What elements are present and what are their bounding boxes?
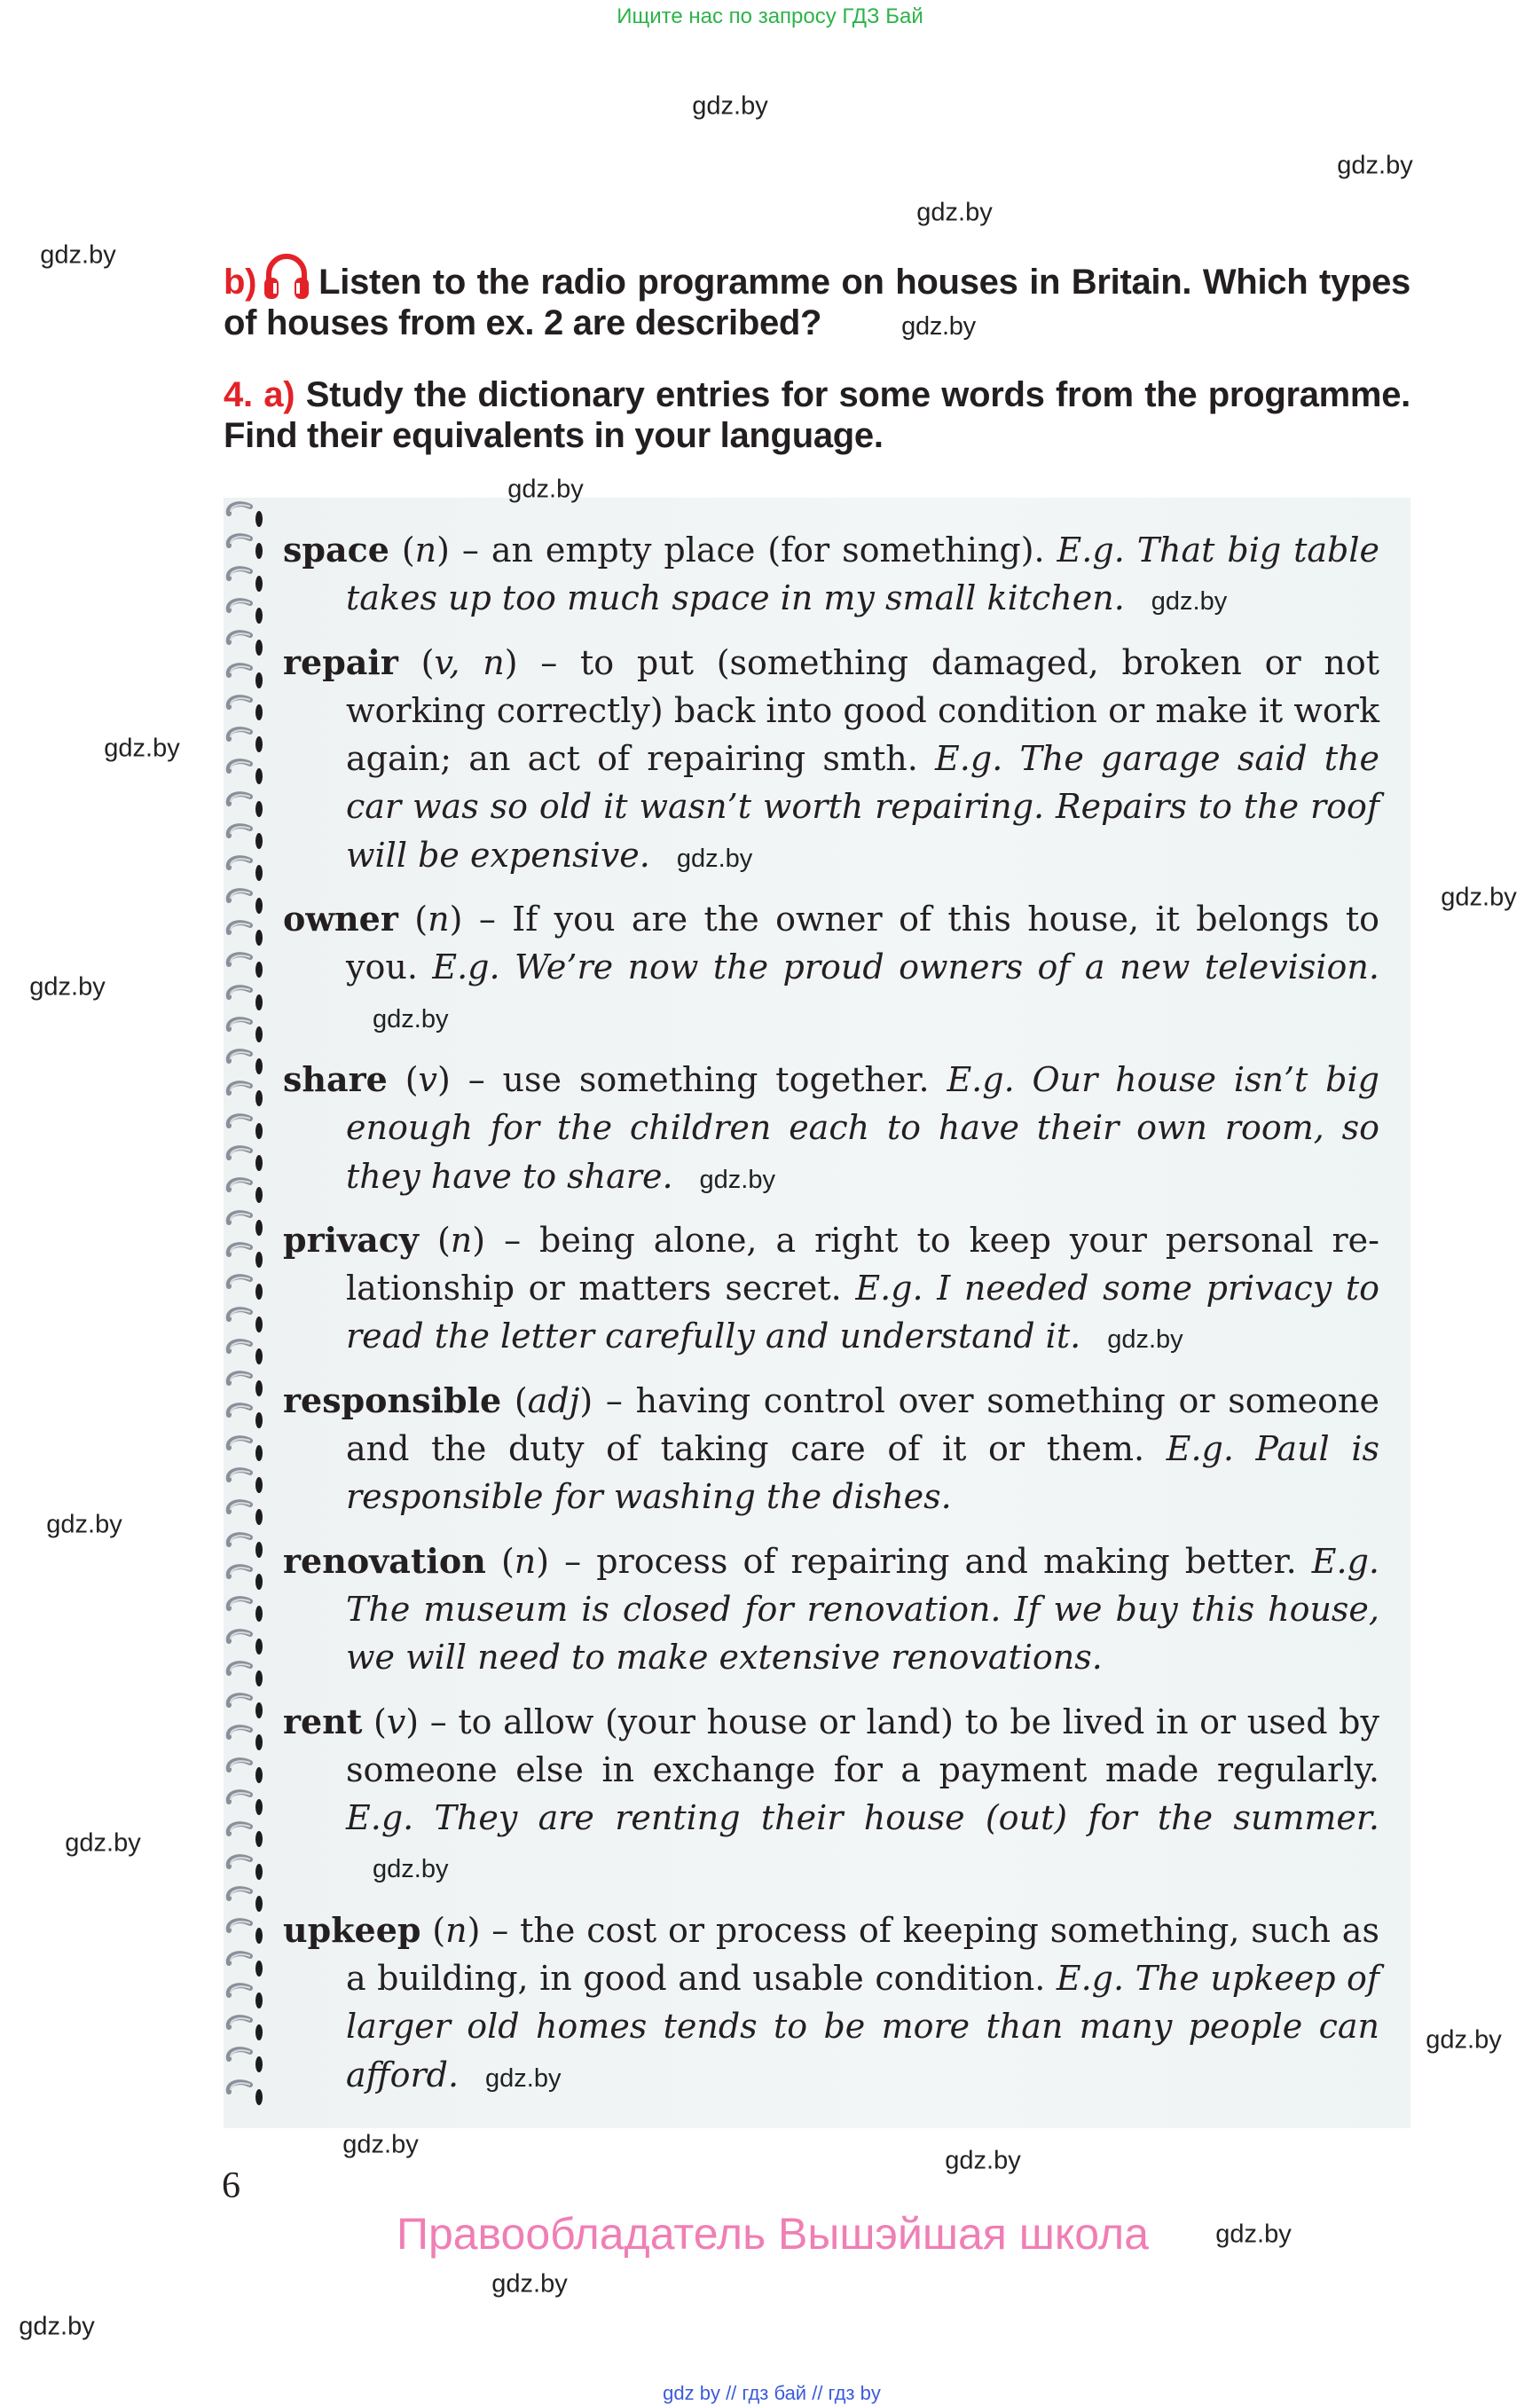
- watermark: gdz.by: [342, 2130, 419, 2159]
- spiral-ring: [224, 1499, 268, 1529]
- headword: privacy: [283, 1219, 419, 1260]
- part-of-speech: ( v, n ): [421, 643, 518, 682]
- spiral-ring: [224, 1307, 268, 1337]
- dictionary-entry: [283, 1056, 1379, 1200]
- watermark: gdz.by: [1151, 587, 1228, 617]
- spiral-ring: [224, 920, 268, 950]
- spiral-ring: [224, 1403, 268, 1433]
- part-of-speech: ( adj ): [515, 1381, 593, 1420]
- watermark: gdz.by: [901, 312, 976, 341]
- spiral-ring: [224, 855, 268, 885]
- part-of-speech: ( v ): [373, 1702, 419, 1741]
- spiral-ring: [224, 1661, 268, 1691]
- watermark: gdz.by: [916, 198, 993, 227]
- spiral-ring: [224, 952, 268, 982]
- bottom-links[interactable]: gdz by // гдз бай // гдз by: [663, 2382, 881, 2404]
- headword: repair: [283, 641, 398, 682]
- copyright-notice: Правообладатель Вышэйшая школа: [397, 2209, 1149, 2259]
- watermark: gdz.by: [373, 1855, 449, 1884]
- spiral-ring: [224, 2047, 268, 2077]
- watermark: gdz.by: [485, 2063, 562, 2093]
- dictionary-entry: [283, 1216, 1379, 1361]
- watermark: gdz.by: [65, 1828, 141, 1858]
- spiral-ring: [224, 598, 268, 628]
- watermark: gdz.by: [507, 475, 584, 504]
- example: E.g. The museum is closed for renovation. If we buy this house, we will need to make extensive renovations.: [346, 1541, 1379, 1678]
- example: E.g. Paul is responsible for washing the dishes.: [346, 1429, 1379, 1517]
- spiral-ring: [224, 1789, 268, 1819]
- spiral-ring: [224, 727, 268, 757]
- spiral-ring: [224, 1918, 268, 1948]
- spiral-ring: [224, 1532, 268, 1562]
- watermark: gdz.by: [1337, 151, 1413, 180]
- task-b: [224, 249, 1410, 343]
- task-b-label: b): [224, 263, 257, 302]
- part-of-speech: ( n ): [501, 1542, 549, 1581]
- part-of-speech: ( n ): [432, 1911, 480, 1950]
- part-of-speech: ( n ): [414, 900, 462, 939]
- definition: – process of repairing and making better.: [564, 1541, 1297, 1581]
- definition: – If you are the owner of this house, it belongs to you.: [346, 900, 1379, 987]
- example: E.g. Our house isn’t big enough for the children each to have their own room, so they have to share.: [346, 1059, 1379, 1196]
- definition: – the cost or process of keeping something, such as a building, in good and usable condition.: [346, 1910, 1379, 1999]
- watermark: gdz.by: [40, 240, 116, 270]
- headword: space: [283, 530, 389, 570]
- watermark: gdz.by: [1107, 1325, 1183, 1355]
- example: E.g. The garage said the car was so old it wasn’t worth repairing. Repairs to the roof will be expensive.: [346, 739, 1379, 875]
- definition: – to allow (your house or land) to be lived in or used by someone else in exchange for a payment made regularly.: [346, 1702, 1379, 1789]
- dictionary-entry: [283, 639, 1379, 879]
- task-b-text: Listen to the radio programme on houses in Britain. Which types of houses from ex. 2 are described?: [224, 263, 1410, 342]
- example: E.g. The upkeep of larger old homes tends to be more than many people can afford.: [346, 1959, 1379, 2095]
- spiral-ring: [224, 1371, 268, 1401]
- spiral-ring: [224, 630, 268, 660]
- spiral-ring: [224, 791, 268, 821]
- dictionary-entry: [283, 526, 1379, 623]
- spiral-binding: [224, 498, 268, 2128]
- watermark: gdz.by: [373, 1004, 449, 1034]
- watermark: gdz.by: [692, 91, 768, 121]
- spiral-ring: [224, 985, 268, 1015]
- dictionary-entries: [283, 526, 1379, 2115]
- spiral-ring: [224, 501, 268, 531]
- spiral-ring: [224, 1435, 268, 1466]
- headword: responsible: [283, 1379, 502, 1420]
- spiral-ring: [224, 533, 268, 563]
- headword: share: [283, 1058, 388, 1099]
- dictionary-entry: [283, 1537, 1379, 1682]
- spiral-ring: [224, 1854, 268, 1884]
- spiral-ring: [224, 1145, 268, 1175]
- example: E.g. I needed some privacy to read the letter carefully and understand it.: [346, 1269, 1379, 1356]
- spiral-ring: [224, 758, 268, 789]
- watermark: gdz.by: [945, 2146, 1021, 2175]
- example: E.g. They are renting their house (out) for the summer.: [346, 1798, 1379, 1838]
- definition: – an empty place (for something).: [461, 531, 1045, 570]
- spiral-ring: [224, 1017, 268, 1047]
- spiral-ring: [224, 1274, 268, 1304]
- watermark: gdz.by: [1441, 883, 1517, 912]
- example: E.g. We’re now the proud owners of a new television.: [432, 947, 1379, 987]
- spiral-ring: [224, 2079, 268, 2110]
- dictionary-entry: [283, 1906, 1379, 2099]
- watermark: gdz.by: [29, 972, 106, 1002]
- spiral-ring: [224, 1693, 268, 1723]
- spiral-ring: [224, 1821, 268, 1851]
- spiral-ring: [224, 1049, 268, 1079]
- definition: – to put (something damaged, broken or not working correctly) back into good condition or make it work again; an act of repairing smth.: [346, 642, 1379, 779]
- headword: upkeep: [283, 1909, 421, 1950]
- spiral-ring: [224, 695, 268, 725]
- spiral-ring: [224, 1467, 268, 1497]
- watermark: gdz.by: [19, 2312, 95, 2341]
- dictionary-entry: [283, 1377, 1379, 1521]
- spiral-ring: [224, 2015, 268, 2045]
- spiral-ring: [224, 1983, 268, 2013]
- definition: – use something together.: [468, 1059, 930, 1099]
- watermark: gdz.by: [104, 734, 180, 763]
- spiral-ring: [224, 1564, 268, 1594]
- definition: – being alone, a right to keep your personal relationship or matters secret.: [346, 1220, 1379, 1309]
- watermark: gdz.by: [491, 2269, 568, 2299]
- spiral-ring: [224, 1951, 268, 1981]
- spiral-ring: [224, 1725, 268, 1755]
- spiral-ring: [224, 1629, 268, 1659]
- headphones-icon: [262, 249, 311, 303]
- dictionary-entry: [283, 895, 1379, 1040]
- headword: owner: [283, 899, 398, 939]
- spiral-ring: [224, 566, 268, 596]
- part-of-speech: ( v ): [405, 1060, 451, 1099]
- top-banner[interactable]: Ищите нас по запросу ГДЗ Бай: [617, 4, 923, 28]
- watermark: gdz.by: [699, 1165, 775, 1194]
- task-4a-label: a): [263, 375, 295, 414]
- watermark: gdz.by: [676, 844, 753, 873]
- watermark: gdz.by: [1215, 2220, 1292, 2249]
- spiral-ring: [224, 1757, 268, 1788]
- task-4a: [224, 374, 1410, 456]
- spiral-ring: [224, 1242, 268, 1272]
- example: E.g. That big table takes up too much space in my small kitchen.: [346, 531, 1379, 618]
- spiral-ring: [224, 1177, 268, 1207]
- spiral-ring: [224, 1886, 268, 1916]
- spiral-ring: [224, 1339, 268, 1369]
- dictionary-notepad: [224, 498, 1410, 2128]
- page-number: 6: [222, 2165, 240, 2206]
- watermark: gdz.by: [1426, 2025, 1502, 2055]
- spiral-ring: [224, 1210, 268, 1240]
- spiral-ring: [224, 888, 268, 918]
- task-4a-text: Study the dictionary entries for some words from the programme. Find their equivalents in your language.: [224, 375, 1410, 455]
- part-of-speech: ( n ): [402, 531, 450, 570]
- part-of-speech: ( n ): [437, 1221, 485, 1260]
- spiral-ring: [224, 1596, 268, 1626]
- definition: – having control over something or someone and the duty of taking care of it or them.: [346, 1380, 1379, 1469]
- task-number: 4.: [224, 375, 253, 414]
- spiral-ring: [224, 1081, 268, 1111]
- watermark: gdz.by: [46, 1510, 122, 1539]
- spiral-ring: [224, 1113, 268, 1144]
- headword: rent: [283, 1701, 363, 1741]
- spiral-ring: [224, 663, 268, 693]
- headword: renovation: [283, 1540, 486, 1581]
- spiral-ring: [224, 823, 268, 853]
- dictionary-entry: [283, 1698, 1379, 1890]
